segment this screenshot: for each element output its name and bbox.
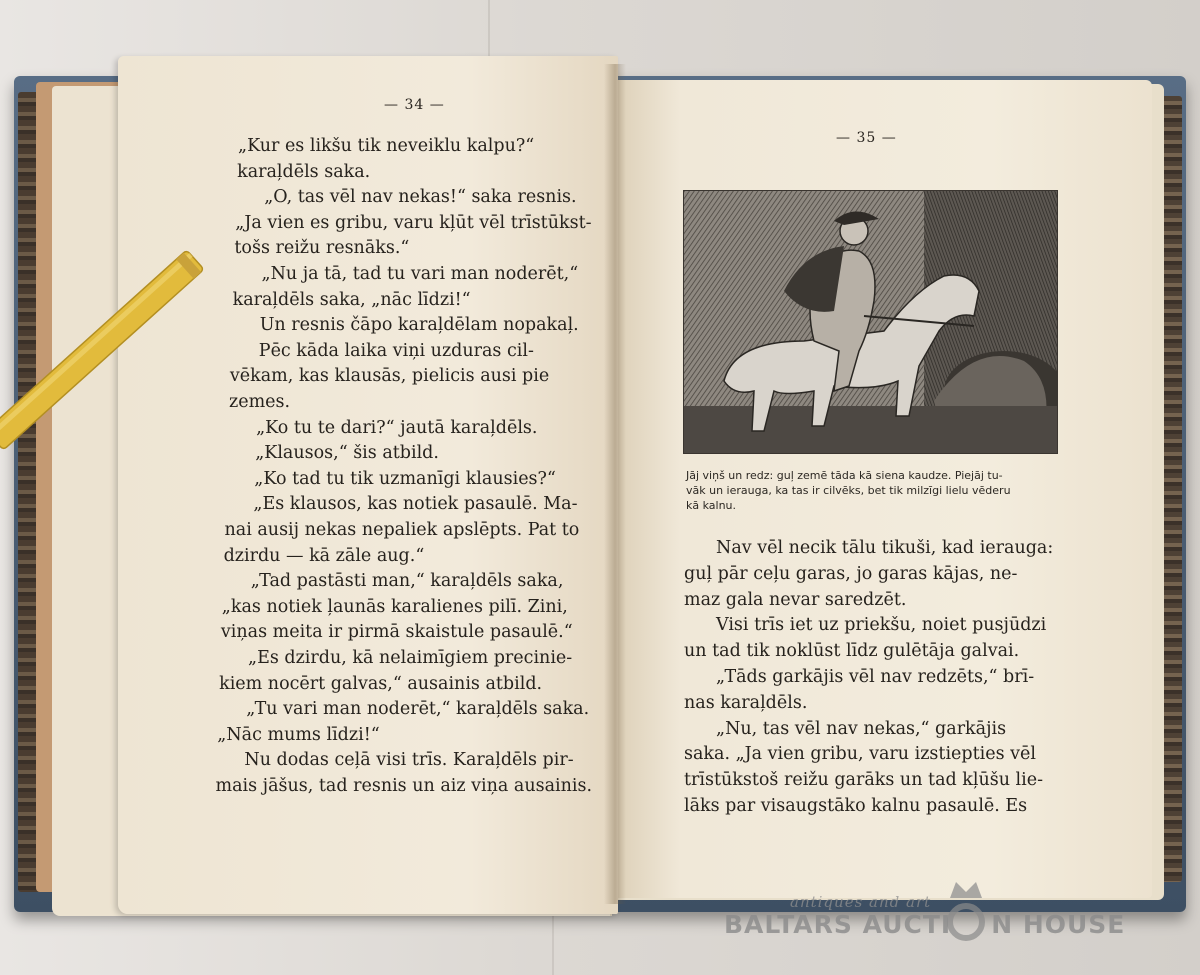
text-line: Visi trīs iet uz priekšu, noiet pusjūdzi — [716, 615, 1047, 636]
rider-illustration — [683, 190, 1058, 454]
text-line: Nu dodas ceļā visi trīs. Karaļdēls pir- — [244, 750, 574, 771]
text-line: „Nāc mums līdzi!“ — [217, 724, 380, 745]
text-line: „Tāds garkājis vēl nav redzēts,“ brī- — [716, 667, 1035, 687]
caption-line: Jāj viņš un redz: guļ zemē tāda kā siena kaudze. Piejāj tu- — [686, 469, 1003, 482]
text-line: „Tad pastāsti man,“ karaļdēls saka, — [250, 571, 564, 592]
text-line: saka. „Ja vien gribu, varu izstiepties vēl — [684, 744, 1036, 765]
page-number-left: — 34 — — [384, 97, 445, 113]
text-line: tošs reižu resnāks.“ — [234, 238, 410, 259]
text-line: guļ pār ceļu garas, jo garas kājas, ne- — [684, 563, 1018, 584]
text-line: „Ko tad tu tik uzmanīgi klausies?“ — [254, 468, 556, 489]
text-line: „kas notiek ļaunās karalienes pilī. Zini, — [221, 596, 568, 617]
text-line: lāks par visaugstāko kalnu pasaulē. Es — [684, 796, 1028, 816]
text-line: nai ausij nekas nepaliek apslēpts. Pat to — [224, 520, 580, 540]
text-line: „Es klausos, kas notiek pasaulē. Ma- — [253, 494, 578, 515]
text-line: „Nu, tas vēl nav nekas,“ garkājis — [716, 718, 1007, 739]
crown-logo-icon — [940, 876, 992, 942]
text-line: „Ko tu te dari?“ jautā karaļdēls. — [256, 417, 538, 438]
text-line: maz gala nevar saredzēt. — [684, 589, 907, 610]
watermark-brand — [724, 910, 1125, 939]
text-line: un tad tik noklūst līdz gulētāja galvai. — [684, 641, 1020, 662]
text-line: „Ja vien es gribu, varu kļūt vēl trīstūkst- — [235, 212, 592, 233]
engraving-image — [684, 191, 1057, 453]
text-line: „Klausos,“ šis atbild. — [255, 443, 439, 464]
page-number-right: — 35 — — [836, 130, 897, 146]
text-line: viņas meita ir pirmā skaistule pasaulē.“ — [220, 622, 573, 643]
text-line: karaļdēls saka. — [237, 161, 371, 182]
text-line: nas karaļdēls. — [684, 692, 808, 713]
caption-line: vāk un ierauga, ka tas ir cilvēks, bet tik milzīgi lielu vēderu — [686, 484, 1011, 497]
text-line: mais jāšus, tad resnis un aiz viņa ausainis. — [215, 776, 593, 796]
text-line: zemes. — [229, 392, 291, 412]
table-seam — [488, 0, 490, 60]
watermark-tagline: antiques and art — [790, 893, 932, 911]
text-line: vēkam, kas klausās, pielicis ausi pie — [229, 366, 550, 387]
watermark-brand-part1: BALTARS AUCTI — [724, 910, 952, 939]
text-line: „Es dzirdu, kā nelaimīgiem precinie- — [248, 648, 573, 668]
text-line: „Tu vari man noderēt,“ karaļdēls saka. — [246, 699, 590, 720]
text-line: „Kur es likšu tik neveiklu kalpu?“ — [238, 136, 535, 156]
pencil-body — [0, 250, 204, 450]
text-line: kiem nocērt galvas,“ ausainis atbild. — [219, 673, 543, 694]
text-line: Pēc kāda laika viņi uzduras cil- — [258, 340, 534, 361]
text-line: Un resnis čāpo karaļdēlam nopakaļ. — [259, 315, 579, 336]
text-line: Nav vēl necik tālu tikuši, kad ierauga: — [716, 538, 1054, 558]
text-line: „Nu ja tā, tad tu vari man noderēt,“ — [261, 264, 579, 284]
text-line: trīstūkstoš reižu garāks un tad kļūšu lie- — [684, 770, 1044, 791]
yellow-pencil — [0, 220, 210, 480]
caption-line: kā kalnu. — [686, 499, 737, 512]
text-line: „O, tas vēl nav nekas!“ saka resnis. — [264, 187, 577, 208]
text-line: dzirdu — kā zāle aug.“ — [223, 545, 425, 566]
watermark-brand-part2: N HOUSE — [991, 910, 1126, 939]
book-gutter — [604, 64, 626, 904]
text-line: karaļdēls saka, „nāc līdzi!“ — [232, 289, 471, 310]
